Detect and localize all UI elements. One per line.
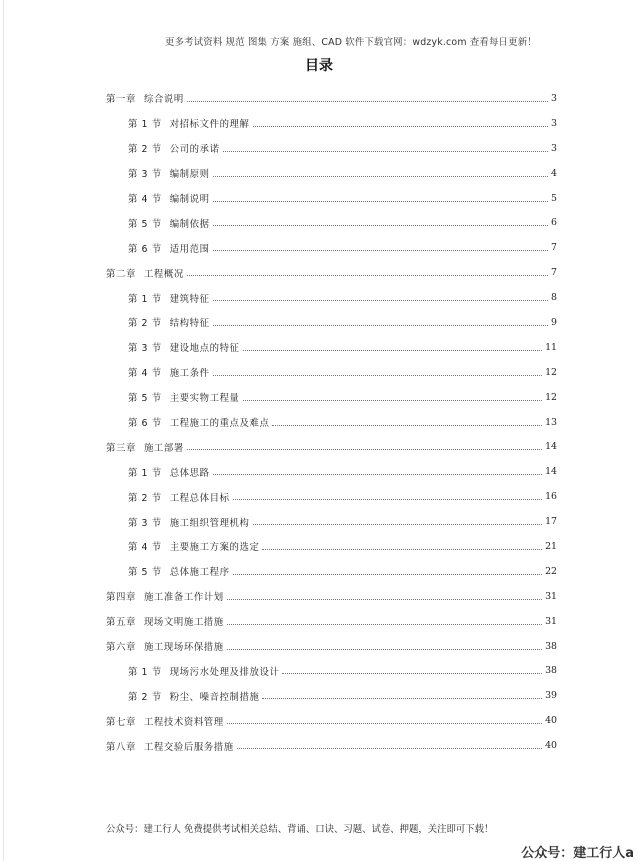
- toc-entry-number: 第 3 节: [128, 169, 162, 181]
- toc-dot-leader: [253, 118, 549, 127]
- toc-chapter-entry[interactable]: [106, 634, 557, 659]
- toc-entry-label: [128, 564, 230, 578]
- toc-section-entry[interactable]: [106, 360, 557, 385]
- toc-page-number: 17: [545, 516, 557, 528]
- toc-entry-text: 施工条件: [169, 368, 210, 380]
- toc-entry-number: 第 5 节: [128, 567, 162, 579]
- toc-entry-label: [128, 465, 210, 479]
- toc-dot-leader: [253, 516, 543, 525]
- toc-dot-leader: [213, 367, 542, 376]
- page-edge-line: [3, 0, 4, 861]
- toc-entry-number: 第三章: [106, 442, 136, 454]
- toc-dot-leader: [213, 168, 548, 177]
- toc-section-entry[interactable]: [106, 459, 557, 484]
- toc-entry-number: 第 6 节: [128, 243, 162, 255]
- toc-entry-label: [128, 539, 259, 553]
- toc-dot-leader: [282, 665, 542, 674]
- toc-entry-number: 第 1 节: [128, 467, 162, 479]
- toc-entry-label: [106, 440, 184, 454]
- toc-section-entry[interactable]: [106, 111, 557, 136]
- toc-entry-label: [106, 739, 234, 753]
- toc-page-number: 7: [551, 242, 557, 254]
- toc-entry-number: 第 2 节: [128, 691, 162, 703]
- toc-entry-text: 编制说明: [169, 194, 210, 205]
- toc-page-number: 3: [551, 117, 557, 129]
- toc-dot-leader: [213, 242, 548, 251]
- toc-entry-number: 第四章: [106, 592, 136, 604]
- toc-entry-label: [128, 141, 220, 155]
- toc-dot-leader: [213, 466, 542, 475]
- toc-entry-number: 第七章: [106, 716, 136, 728]
- toc-entry-number: 第 1 节: [128, 293, 162, 305]
- toc-entry-number: 第 5 节: [128, 218, 162, 230]
- toc-page-number: 31: [545, 590, 557, 602]
- toc-chapter-entry[interactable]: [106, 260, 557, 285]
- toc-entry-text: 工程总体目标: [169, 492, 230, 504]
- watermark: 公众号：建工行人a: [521, 846, 634, 861]
- toc-entry-text: 总体施工程序: [169, 567, 230, 579]
- toc-dot-leader: [187, 93, 548, 102]
- toc-section-entry[interactable]: [106, 683, 557, 708]
- toc-page-number: 9: [551, 316, 557, 328]
- toc-page-number: 4: [551, 167, 557, 179]
- toc-dot-leader: [262, 690, 542, 699]
- toc-entry-number: 第 4 节: [128, 542, 162, 554]
- footer-note: 公众号：建工行人 免费提供考试相关总结、背诵、口诀、习题、试卷、押题，关注即可下载！: [106, 824, 494, 835]
- toc-entry-text: 施工部署: [143, 442, 184, 454]
- toc-entry-number: 第二章: [106, 268, 136, 280]
- toc-chapter-entry[interactable]: [106, 609, 557, 634]
- toc-page-number: 38: [545, 640, 557, 652]
- toc-page-number: 22: [545, 565, 557, 577]
- toc-entry-text: 适用范围: [169, 243, 210, 255]
- toc-dot-leader: [227, 641, 542, 650]
- toc-entry-label: [128, 116, 250, 130]
- toc-section-entry[interactable]: [106, 534, 557, 559]
- toc-entry-label: [106, 91, 184, 105]
- toc-entry-label: [106, 714, 224, 728]
- toc-entry-label: [128, 241, 210, 255]
- toc-entry-label: [106, 614, 224, 628]
- toc-entry-label: [128, 664, 279, 678]
- toc-entry-text: 结构特征: [169, 318, 210, 330]
- toc-page-number: 40: [545, 740, 557, 752]
- page-title: 目录: [305, 58, 333, 74]
- toc-page-number: 5: [551, 192, 557, 204]
- toc-section-entry[interactable]: [106, 235, 557, 260]
- table-of-contents: [106, 86, 557, 758]
- toc-section-entry[interactable]: [106, 658, 557, 683]
- toc-entry-text: 工程交验后服务措施: [143, 741, 234, 753]
- toc-dot-leader: [272, 417, 542, 426]
- toc-dot-leader: [223, 143, 548, 152]
- toc-page-number: 16: [545, 491, 557, 503]
- toc-entry-text: 工程施工的重点及难点: [169, 418, 270, 430]
- toc-page-number: 13: [545, 416, 557, 428]
- toc-entry-text: 编制原则: [169, 169, 210, 181]
- toc-entry-number: 第 4 节: [128, 368, 162, 380]
- toc-entry-label: [106, 639, 224, 653]
- toc-section-entry[interactable]: [106, 310, 557, 335]
- toc-chapter-entry[interactable]: [106, 584, 557, 609]
- toc-entry-number: 第 3 节: [128, 343, 162, 355]
- toc-entry-text: 总体思路: [169, 467, 210, 479]
- toc-entry-text: 公司的承诺: [169, 144, 220, 156]
- toc-section-entry[interactable]: [106, 335, 557, 360]
- toc-entry-number: 第 2 节: [128, 144, 162, 156]
- toc-entry-number: 第 4 节: [128, 194, 162, 205]
- toc-entry-number: 第八章: [106, 741, 136, 753]
- toc-entry-label: [128, 216, 210, 230]
- toc-entry-text: 主要施工方案的选定: [169, 542, 260, 554]
- toc-entry-label: [128, 390, 240, 404]
- toc-entry-number: 第一章: [106, 94, 136, 106]
- toc-dot-leader: [213, 193, 548, 202]
- toc-page-number: 3: [551, 142, 557, 154]
- toc-dot-leader: [243, 392, 543, 401]
- toc-entry-number: 第 6 节: [128, 418, 162, 430]
- toc-entry-label: [128, 515, 250, 529]
- toc-chapter-entry[interactable]: [106, 434, 557, 459]
- header-note: 更多考试资料 规范 图集 方案 施组、CAD 软件下载官网：wdzyk.com 查看每日更新！: [165, 37, 537, 48]
- toc-page-number: 38: [545, 665, 557, 677]
- toc-section-entry[interactable]: [106, 509, 557, 534]
- toc-entry-label: [128, 315, 210, 329]
- toc-dot-leader: [227, 715, 542, 724]
- toc-section-entry[interactable]: [106, 210, 557, 235]
- toc-page-number: 6: [551, 217, 557, 229]
- toc-entry-number: 第六章: [106, 642, 136, 654]
- toc-entry-number: 第 5 节: [128, 393, 162, 405]
- toc-section-entry[interactable]: [106, 186, 557, 211]
- toc-page-number: 12: [545, 366, 557, 378]
- toc-dot-leader: [237, 740, 542, 749]
- toc-section-entry[interactable]: [106, 285, 557, 310]
- toc-dot-leader: [227, 616, 542, 625]
- toc-entry-text: 现场文明施工措施: [143, 617, 224, 629]
- toc-entry-text: 对招标文件的理解: [169, 119, 250, 131]
- toc-dot-leader: [213, 217, 548, 226]
- toc-dot-leader: [213, 292, 548, 301]
- toc-page-number: 39: [545, 690, 557, 702]
- toc-page-number: 7: [551, 267, 557, 279]
- toc-chapter-entry[interactable]: [106, 86, 557, 111]
- toc-page-number: 21: [545, 540, 557, 552]
- toc-entry-label: [128, 291, 210, 305]
- toc-chapter-entry[interactable]: [106, 708, 557, 733]
- toc-entry-text: 施工现场环保措施: [143, 642, 224, 654]
- toc-entry-text: 建设地点的特征: [169, 343, 240, 355]
- toc-entry-text: 现场污水处理及排放设计: [169, 666, 280, 678]
- toc-section-entry[interactable]: [106, 136, 557, 161]
- toc-entry-text: 建筑特征: [169, 293, 210, 305]
- toc-entry-number: 第五章: [106, 617, 136, 629]
- toc-entry-text: 施工组织管理机构: [169, 517, 250, 529]
- toc-dot-leader: [233, 491, 543, 500]
- toc-dot-leader: [233, 566, 543, 575]
- toc-page-number: 14: [545, 441, 557, 453]
- toc-dot-leader: [187, 441, 542, 450]
- toc-page-number: 40: [545, 715, 557, 727]
- toc-entry-label: [128, 490, 230, 504]
- toc-entry-label: [106, 266, 184, 280]
- toc-dot-leader: [243, 342, 543, 351]
- toc-entry-number: 第 1 节: [128, 666, 162, 678]
- toc-entry-label: [128, 340, 240, 354]
- toc-entry-text: 粉尘、噪音控制措施: [169, 691, 260, 703]
- toc-entry-label: [128, 415, 269, 429]
- toc-page-number: 31: [545, 615, 557, 627]
- toc-dot-leader: [227, 591, 542, 600]
- toc-page-number: 3: [551, 92, 557, 104]
- toc-section-entry[interactable]: [106, 385, 557, 410]
- toc-entry-label: [128, 191, 210, 205]
- toc-chapter-entry[interactable]: [106, 733, 557, 758]
- toc-entry-number: 第 2 节: [128, 492, 162, 504]
- toc-entry-text: 工程技术资料管理: [143, 716, 224, 728]
- toc-entry-label: [128, 365, 210, 379]
- toc-entry-label: [128, 689, 259, 703]
- toc-section-entry[interactable]: [106, 559, 557, 584]
- toc-entry-label: [128, 166, 210, 180]
- toc-page-number: 11: [545, 341, 557, 353]
- toc-entry-number: 第 3 节: [128, 517, 162, 529]
- toc-entry-text: 主要实物工程量: [169, 393, 240, 405]
- toc-entry-text: 综合说明: [143, 94, 184, 106]
- toc-entry-number: 第 1 节: [128, 119, 162, 131]
- toc-entry-label: [106, 589, 224, 603]
- toc-dot-leader: [213, 317, 548, 326]
- toc-entry-text: 编制依据: [169, 218, 210, 230]
- toc-entry-text: 施工准备工作计划: [143, 592, 224, 604]
- toc-entry-text: 工程概况: [143, 268, 184, 280]
- toc-section-entry[interactable]: [106, 484, 557, 509]
- toc-page-number: 12: [545, 391, 557, 403]
- toc-section-entry[interactable]: [106, 161, 557, 186]
- toc-dot-leader: [187, 267, 548, 276]
- toc-dot-leader: [262, 541, 542, 550]
- toc-section-entry[interactable]: [106, 410, 557, 435]
- toc-page-number: 14: [545, 466, 557, 478]
- toc-page-number: 8: [551, 292, 557, 304]
- toc-entry-number: 第 2 节: [128, 318, 162, 330]
